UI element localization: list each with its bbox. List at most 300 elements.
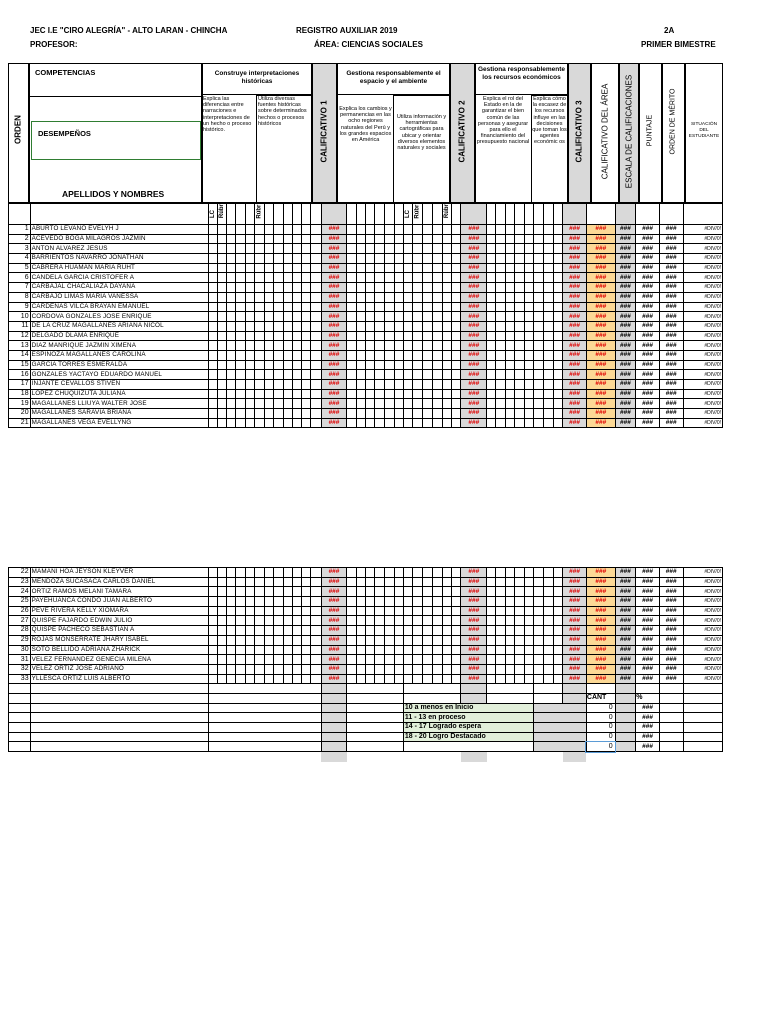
grade-cell bbox=[347, 645, 356, 655]
calificativo-cell: ### bbox=[563, 360, 587, 370]
grade-cell bbox=[385, 273, 394, 283]
grade-cell bbox=[302, 380, 311, 390]
grade-cell bbox=[496, 380, 505, 390]
escala-cell: ### bbox=[615, 597, 636, 607]
grade-cell bbox=[292, 380, 301, 390]
orden-merito-cell: ### bbox=[659, 283, 683, 293]
grade-cell bbox=[403, 254, 412, 264]
grade-cell bbox=[227, 409, 236, 419]
grade-cell bbox=[245, 234, 254, 244]
grade-cell bbox=[505, 360, 514, 370]
summary-cell bbox=[208, 703, 321, 713]
grade-cell bbox=[505, 302, 514, 312]
grade-cell bbox=[385, 389, 394, 399]
calificativo-cell: ### bbox=[563, 244, 587, 254]
grade-cell bbox=[356, 568, 365, 578]
grade-cell bbox=[442, 418, 451, 428]
situacion-cell: #DIV/0! bbox=[683, 587, 722, 597]
grade-cell bbox=[356, 254, 365, 264]
student-number: 15 bbox=[9, 360, 31, 370]
grade-cell bbox=[208, 292, 217, 302]
grade-cell bbox=[534, 360, 543, 370]
comp2-desempeno-1: Explica los cambios y permanencias en las ocho regiones naturales del Perú y los grandes espacios en América bbox=[339, 106, 392, 144]
calificativo-cell: ### bbox=[563, 674, 587, 684]
situacion-cell: #DIV/0! bbox=[683, 302, 722, 312]
grade-cell bbox=[347, 360, 356, 370]
comp1-desempeno-2: Utiliza diversas fuentes históricas sobre determinados hechos o procesos históricos bbox=[258, 96, 307, 127]
grade-cell bbox=[432, 254, 442, 264]
grade-cell bbox=[525, 655, 534, 665]
grade-cell bbox=[265, 568, 274, 578]
grade-cell bbox=[208, 225, 217, 235]
grade-cell bbox=[292, 597, 301, 607]
grade-cell bbox=[525, 577, 534, 587]
grade-cell bbox=[227, 225, 236, 235]
grade-cell bbox=[496, 626, 505, 636]
grade-cell bbox=[302, 389, 311, 399]
grade-cell bbox=[292, 312, 301, 322]
grade-cell bbox=[365, 587, 374, 597]
grade-cell bbox=[432, 234, 442, 244]
orden-merito-cell: ### bbox=[659, 370, 683, 380]
student-number: 33 bbox=[9, 674, 31, 684]
grade-cell bbox=[403, 234, 412, 244]
student-row bbox=[9, 418, 723, 428]
grade-cell bbox=[487, 389, 496, 399]
grade-cell bbox=[356, 244, 365, 254]
grade-cell bbox=[274, 254, 283, 264]
grade-cell bbox=[311, 645, 321, 655]
orden-merito-cell: ### bbox=[659, 664, 683, 674]
grade-cell bbox=[302, 350, 311, 360]
grade-cell bbox=[227, 254, 236, 264]
grade-cell bbox=[265, 370, 274, 380]
grade-cell bbox=[394, 254, 403, 264]
grade-cell bbox=[254, 331, 264, 341]
grade-cell bbox=[442, 360, 451, 370]
grade-cell bbox=[302, 606, 311, 616]
grade-cell bbox=[292, 302, 301, 312]
puntaje-cell: ### bbox=[636, 292, 660, 302]
grade-cell bbox=[413, 645, 423, 655]
grade-cell bbox=[514, 597, 524, 607]
grade-cell bbox=[403, 380, 412, 390]
grade-cell bbox=[385, 645, 394, 655]
grade-cell bbox=[487, 399, 496, 409]
grade-cell bbox=[543, 370, 553, 380]
grade-cell bbox=[385, 626, 394, 636]
grade-cell bbox=[514, 418, 524, 428]
escala-cell: ### bbox=[615, 568, 636, 578]
grade-cell bbox=[254, 626, 264, 636]
escala-cell: ### bbox=[615, 263, 636, 273]
calificativo-cell: ### bbox=[563, 568, 587, 578]
grade-cell bbox=[311, 302, 321, 312]
summary-cell bbox=[30, 684, 208, 694]
grade-cell bbox=[302, 225, 311, 235]
orden-merito-cell: ### bbox=[659, 568, 683, 578]
grade-cell bbox=[292, 254, 301, 264]
grade-cell bbox=[487, 302, 496, 312]
grade-cell bbox=[534, 645, 543, 655]
grade-cell bbox=[227, 418, 236, 428]
grade-cell bbox=[543, 341, 553, 351]
grade-cell bbox=[452, 283, 461, 293]
student-number: 13 bbox=[9, 341, 31, 351]
grade-cell bbox=[265, 225, 274, 235]
grade-cell bbox=[505, 664, 514, 674]
grade-cell bbox=[403, 587, 412, 597]
grade-cell bbox=[442, 234, 451, 244]
grade-cell bbox=[236, 635, 245, 645]
grade-cell bbox=[311, 626, 321, 636]
student-name: CARBAJO LIMAS MARIA VANESSA bbox=[30, 292, 208, 302]
calificativo-cell: ### bbox=[321, 292, 347, 302]
grade-cell bbox=[292, 292, 301, 302]
desempenos-header: DESEMPEÑOS bbox=[38, 129, 91, 138]
grade-cell bbox=[292, 587, 301, 597]
puntaje-cell: ### bbox=[636, 302, 660, 312]
calificativo-cell: ### bbox=[461, 606, 487, 616]
area-title: ÁREA: CIENCIAS SOCIALES bbox=[314, 40, 423, 49]
grade-cell bbox=[432, 292, 442, 302]
grade-cell bbox=[452, 664, 461, 674]
grade-cell bbox=[432, 273, 442, 283]
summary-cell bbox=[347, 703, 404, 713]
grade-cell bbox=[514, 292, 524, 302]
grade-cell bbox=[452, 389, 461, 399]
calificativo-cell: ### bbox=[321, 606, 347, 616]
grade-cell bbox=[283, 635, 292, 645]
grade-cell bbox=[274, 418, 283, 428]
grade-cell bbox=[543, 409, 553, 419]
grade-cell bbox=[375, 389, 385, 399]
calificativo-cell: ### bbox=[563, 399, 587, 409]
calificativo-cell: ### bbox=[461, 409, 487, 419]
grade-cell bbox=[227, 626, 236, 636]
grade-cell bbox=[553, 360, 562, 370]
grade-cell bbox=[432, 302, 442, 312]
situacion-cell: #DIV/0! bbox=[683, 597, 722, 607]
situacion-cell: #DIV/0! bbox=[683, 341, 722, 351]
grade-cell bbox=[553, 389, 562, 399]
summary-cell bbox=[30, 732, 208, 742]
orden-merito-cell: ### bbox=[659, 350, 683, 360]
calificativo-cell: ### bbox=[461, 283, 487, 293]
grade-cell bbox=[423, 568, 432, 578]
summary-cell bbox=[321, 684, 347, 694]
grade-cell bbox=[525, 331, 534, 341]
grade-cell bbox=[413, 635, 423, 645]
student-row bbox=[9, 225, 723, 235]
grade-cell bbox=[413, 234, 423, 244]
escala-cell: ### bbox=[615, 225, 636, 235]
calificativo-cell: ### bbox=[321, 577, 347, 587]
grade-cell bbox=[347, 263, 356, 273]
student-name: GONZALES YACTAYO EDUARDO MANUEL bbox=[30, 370, 208, 380]
grade-cell bbox=[245, 302, 254, 312]
grade-cell bbox=[543, 254, 553, 264]
grade-cell bbox=[543, 321, 553, 331]
grade-cell bbox=[534, 350, 543, 360]
grade-cell bbox=[534, 254, 543, 264]
grade-cell bbox=[274, 234, 283, 244]
grade-cell bbox=[534, 234, 543, 244]
grade-cell bbox=[208, 635, 217, 645]
grade-cell bbox=[311, 635, 321, 645]
grade-cell bbox=[311, 370, 321, 380]
summary-cell bbox=[615, 732, 636, 742]
grade-cell bbox=[274, 597, 283, 607]
register-table-part1 bbox=[8, 203, 723, 428]
grade-cell bbox=[254, 568, 264, 578]
grade-cell bbox=[423, 418, 432, 428]
calificativo-cell: ### bbox=[461, 244, 487, 254]
grade-cell bbox=[442, 312, 451, 322]
grade-cell bbox=[505, 273, 514, 283]
grade-cell bbox=[525, 225, 534, 235]
grade-cell bbox=[208, 380, 217, 390]
grade-cell bbox=[245, 645, 254, 655]
grade-cell bbox=[365, 635, 374, 645]
lc-label: LC bbox=[209, 210, 216, 218]
student-row bbox=[9, 645, 723, 655]
grade-cell bbox=[302, 664, 311, 674]
grade-cell bbox=[442, 380, 451, 390]
grade-cell bbox=[347, 674, 356, 684]
grade-cell bbox=[265, 273, 274, 283]
grade-cell bbox=[311, 664, 321, 674]
grade-cell bbox=[423, 254, 432, 264]
grade-cell bbox=[265, 263, 274, 273]
grade-cell bbox=[254, 370, 264, 380]
grade-cell bbox=[514, 321, 524, 331]
grade-cell bbox=[505, 626, 514, 636]
calificativo-cell: ### bbox=[461, 626, 487, 636]
grade-cell bbox=[356, 645, 365, 655]
grade-cell bbox=[553, 263, 562, 273]
grade-cell bbox=[432, 389, 442, 399]
grade-cell bbox=[347, 635, 356, 645]
grade-cell bbox=[543, 302, 553, 312]
grade-cell bbox=[292, 350, 301, 360]
grade-cell bbox=[394, 225, 403, 235]
student-number: 22 bbox=[9, 568, 31, 578]
student-row bbox=[9, 587, 723, 597]
grade-cell bbox=[385, 655, 394, 665]
student-name: CABRERA HUAMAN MARIA RUHT bbox=[30, 263, 208, 273]
grade-cell bbox=[432, 263, 442, 273]
summary-cant: 0 bbox=[586, 713, 615, 723]
grade-cell bbox=[227, 370, 236, 380]
grade-cell bbox=[236, 341, 245, 351]
grade-cell bbox=[514, 577, 524, 587]
grade-cell bbox=[543, 645, 553, 655]
calificativo-cell: ### bbox=[461, 664, 487, 674]
grade-cell bbox=[413, 577, 423, 587]
grade-cell bbox=[236, 350, 245, 360]
grade-cell bbox=[403, 568, 412, 578]
grade-cell bbox=[208, 312, 217, 322]
grade-cell bbox=[403, 664, 412, 674]
calificativo-cell: ### bbox=[461, 360, 487, 370]
grade-cell bbox=[356, 597, 365, 607]
grade-cell bbox=[274, 341, 283, 351]
grade-cell bbox=[365, 360, 374, 370]
escala-cell: ### bbox=[615, 674, 636, 684]
student-row bbox=[9, 568, 723, 578]
grade-cell bbox=[452, 225, 461, 235]
summary-cant: 0 bbox=[586, 723, 615, 733]
grade-cell bbox=[403, 263, 412, 273]
grade-cell bbox=[292, 418, 301, 428]
puntaje-cell: ### bbox=[636, 606, 660, 616]
grade-cell bbox=[553, 616, 562, 626]
grade-cell bbox=[423, 292, 432, 302]
grade-cell bbox=[452, 645, 461, 655]
grade-cell bbox=[514, 341, 524, 351]
grade-cell bbox=[452, 302, 461, 312]
grade-cell bbox=[487, 616, 496, 626]
summary-cell bbox=[347, 713, 404, 723]
situacion-cell: #DIV/0! bbox=[683, 263, 722, 273]
grade-cell bbox=[236, 370, 245, 380]
grade-cell bbox=[375, 606, 385, 616]
student-number: 12 bbox=[9, 331, 31, 341]
comp3-desempeno-1: Explica el rol del Estado en la de garantizar el bien común de las personas y asegurar para ello el financiamiento del presupuesto nacional bbox=[476, 96, 530, 146]
grade-cell bbox=[534, 606, 543, 616]
grade-cell bbox=[245, 409, 254, 419]
grade-cell bbox=[553, 312, 562, 322]
grade-cell bbox=[254, 244, 264, 254]
calificativo-cell: ### bbox=[563, 350, 587, 360]
grade-cell bbox=[553, 635, 562, 645]
grade-cell bbox=[347, 283, 356, 293]
student-name: ESPINOZA MAGALLANES CAROLINA bbox=[30, 350, 208, 360]
summary-cell bbox=[683, 693, 722, 703]
student-row bbox=[9, 635, 723, 645]
grade-cell bbox=[245, 655, 254, 665]
grade-cell bbox=[487, 635, 496, 645]
grade-cell bbox=[311, 655, 321, 665]
grade-cell bbox=[505, 292, 514, 302]
student-name: DIAZ MANRIQUE JAZMIN XIMENA bbox=[30, 341, 208, 351]
summary-label: 14 - 17 Logrado espera bbox=[403, 723, 534, 733]
grade-cell bbox=[432, 350, 442, 360]
grade-cell bbox=[302, 418, 311, 428]
grade-cell bbox=[487, 674, 496, 684]
summary-cell bbox=[30, 703, 208, 713]
grade-cell bbox=[432, 312, 442, 322]
grade-cell bbox=[403, 626, 412, 636]
student-number: 30 bbox=[9, 645, 31, 655]
student-number: 11 bbox=[9, 321, 31, 331]
grade-cell bbox=[227, 302, 236, 312]
escala-cell: ### bbox=[615, 234, 636, 244]
grade-cell bbox=[245, 674, 254, 684]
grade-cell bbox=[356, 341, 365, 351]
grade-cell bbox=[452, 380, 461, 390]
grade-cell bbox=[496, 225, 505, 235]
grade-cell bbox=[543, 263, 553, 273]
calificativo-area-cell: ### bbox=[586, 370, 615, 380]
grade-cell bbox=[217, 263, 226, 273]
grade-cell bbox=[505, 418, 514, 428]
grade-cell bbox=[208, 244, 217, 254]
student-name: CORDOVA GONZALES JOSE ENRIQUE bbox=[30, 312, 208, 322]
puntaje-cell: ### bbox=[636, 645, 660, 655]
puntaje-cell: ### bbox=[636, 341, 660, 351]
grade-cell bbox=[442, 350, 451, 360]
grade-cell bbox=[283, 254, 292, 264]
grade-cell bbox=[543, 664, 553, 674]
grade-cell bbox=[375, 350, 385, 360]
calificativo-cell: ### bbox=[563, 341, 587, 351]
grade-cell bbox=[452, 674, 461, 684]
grade-cell bbox=[265, 350, 274, 360]
grade-cell bbox=[413, 674, 423, 684]
grade-cell bbox=[356, 626, 365, 636]
student-number: 32 bbox=[9, 664, 31, 674]
orden-merito-cell: ### bbox=[659, 244, 683, 254]
calificativo-cell: ### bbox=[461, 321, 487, 331]
grade-cell bbox=[356, 587, 365, 597]
grade-cell bbox=[423, 399, 432, 409]
grade-cell bbox=[356, 409, 365, 419]
grade-cell bbox=[375, 331, 385, 341]
student-name: CARBAJAL CHACALIAZA DAYANA bbox=[30, 283, 208, 293]
grade-cell bbox=[385, 616, 394, 626]
grade-cell bbox=[302, 273, 311, 283]
grade-cell bbox=[217, 664, 226, 674]
grade-cell bbox=[534, 283, 543, 293]
summary-cell bbox=[683, 742, 722, 752]
grade-cell bbox=[274, 225, 283, 235]
grade-cell bbox=[227, 234, 236, 244]
grade-cell bbox=[385, 664, 394, 674]
grade-cell bbox=[525, 606, 534, 616]
grade-cell bbox=[217, 360, 226, 370]
situacion-cell: #DIV/0! bbox=[683, 399, 722, 409]
grade-cell bbox=[254, 302, 264, 312]
grade-cell bbox=[496, 244, 505, 254]
calificativo-cell: ### bbox=[321, 350, 347, 360]
grade-cell bbox=[487, 292, 496, 302]
grade-cell bbox=[283, 389, 292, 399]
escala-cell: ### bbox=[615, 341, 636, 351]
grade-cell bbox=[217, 302, 226, 312]
grade-cell bbox=[423, 341, 432, 351]
grade-cell bbox=[487, 225, 496, 235]
grade-cell bbox=[442, 616, 451, 626]
calificativo-cell: ### bbox=[461, 674, 487, 684]
grade-cell bbox=[208, 283, 217, 293]
grade-cell bbox=[423, 302, 432, 312]
puntaje-cell: ### bbox=[636, 409, 660, 419]
grade-cell bbox=[265, 254, 274, 264]
grade-cell bbox=[283, 244, 292, 254]
student-row bbox=[9, 577, 723, 587]
puntaje-cell: ### bbox=[636, 244, 660, 254]
grade-cell bbox=[302, 635, 311, 645]
calificativo-area-cell: ### bbox=[586, 418, 615, 428]
grade-cell bbox=[534, 302, 543, 312]
grade-cell bbox=[265, 380, 274, 390]
grade-cell bbox=[265, 409, 274, 419]
grade-cell bbox=[283, 597, 292, 607]
grade-cell bbox=[403, 350, 412, 360]
grade-cell bbox=[265, 389, 274, 399]
